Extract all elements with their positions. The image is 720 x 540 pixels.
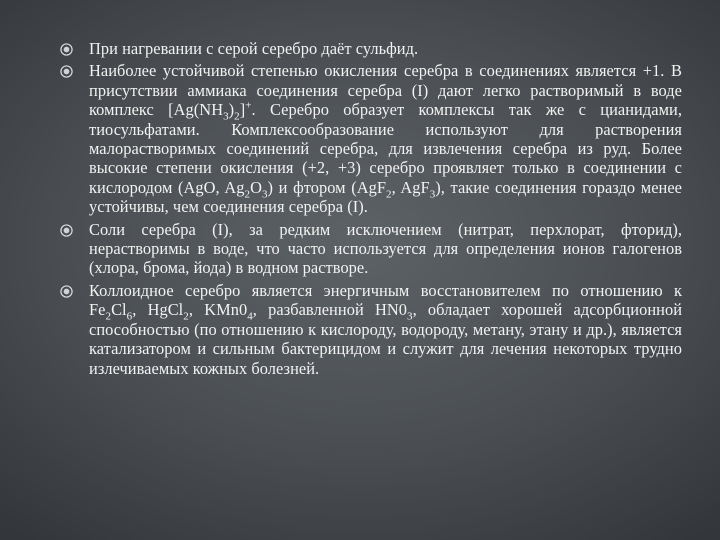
bullet-item	[60, 39, 682, 58]
target-bullet-icon	[60, 285, 73, 298]
bullet-list	[60, 39, 682, 381]
bullet-text: Наиболее устойчивой степенью окисления серебра в соединениях является +1. В присутствии аммиака соединения серебра (I) дают легко растворимый в воде комплекс $[Ag(NH_3)_2]^+$. Серебро образует комплексы так же с цианидами, тиосульфатами. Комплексообразование используют для растворения малорастворимых соединений серебра, для извлечения серебра из руд. Более высокие степени окисления (+2, +3) серебро проявляет только в соединении с кислородом (AgO, $Ag_2O_3$) и фтором (AgF$_2$, AgF$_3$), такие соединения гораздо менее устойчивы, чем соединения серебра (I).	[89, 61, 682, 217]
bullet-text: Коллоидное серебро является энергичным восстановителем по отношению к $Fe_2Cl_6$, HgCl$_2$, $KMn0_4$, разбавленной $HN0_3$, обладает хорошей адсорбционной способностью (по отношению к кислороду, водороду, метану, этану и др.), является катализатором и сильным бактерицидом и служит для лечения некоторых трудно излечиваемых кожных болезней.	[89, 280, 683, 378]
bullet-item	[60, 281, 682, 378]
target-bullet-icon	[60, 65, 73, 78]
bullet-text: Соли серебра (I), за редким исключением (нитрат, перхлорат, фторид), нерастворимы в воде, что часто используется для определения ионов галогенов (хлора, брома, йода) в водном растворе.	[89, 219, 682, 278]
target-bullet-icon	[60, 224, 73, 237]
bullet-item	[60, 220, 682, 278]
bullet-text: При нагревании с серой серебро даёт сульфид.	[89, 39, 419, 58]
bullet-item	[60, 61, 682, 216]
target-bullet-icon	[60, 43, 73, 56]
